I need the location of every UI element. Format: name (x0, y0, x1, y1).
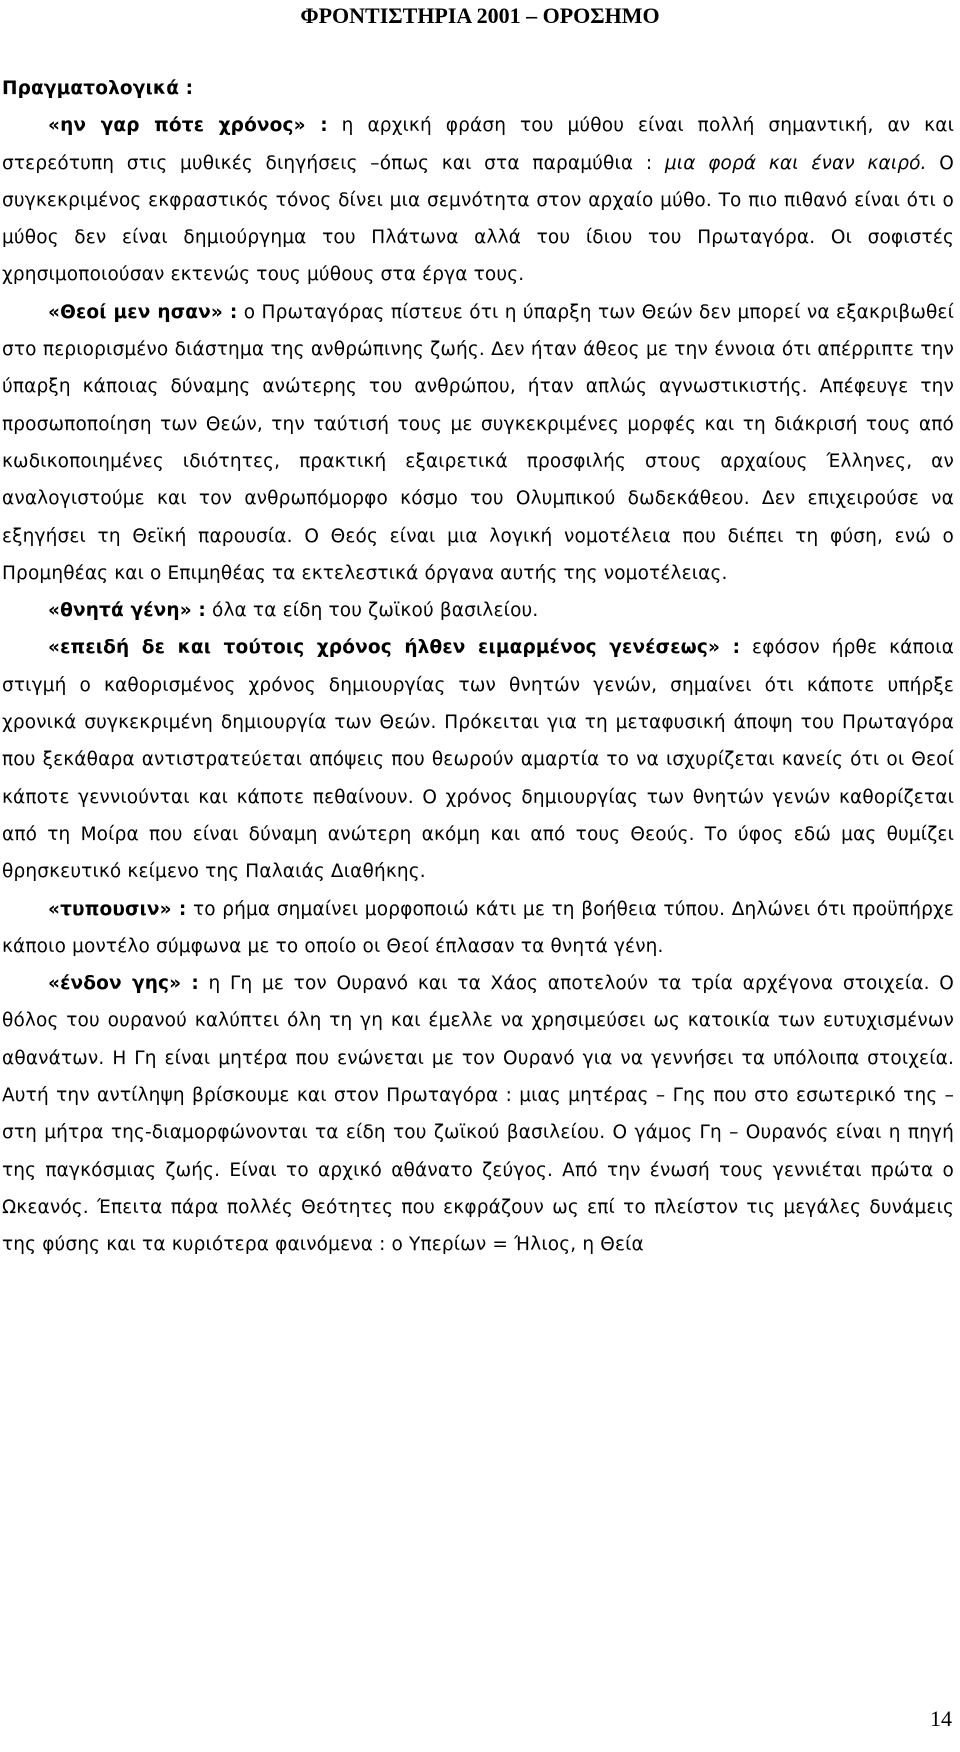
term-6: «ένδον γης» : (48, 973, 199, 995)
paragraph-2-text: ο Πρωταγόρας πίστευε ότι η ύπαρξη των Θεών δεν μπορεί να εξακριβωθεί στο περιορισμένο διάστημα της ανθρώπινης ζωής. Δεν ήταν άθεος με την έννοια ότι απέρριπτε την ύπαρξη κάποιας δύναμης ανώτερης του ανθρώπου, ήταν απλώς αγνωστικιστής. Απέφευγε την προσωποποίηση των Θεών, την ταύτισή τους με συγκεκριμένες μορφές και τη διάκρισή τους από κωδικοποιημένες ιδιότητες, πρακτική εξαιρετικά προσφιλής στους αρχαίους Έλληνες, αν αναλογιστούμε και τον ανθρωπόμορφο κόσμο του Ολυμπικού δωδεκάθεου. Δεν επιχειρούσε να εξηγήσει τη Θεϊκή παρουσία. Ο Θεός είναι μια λογική νομοτέλεια που διέπει τη φύση, ενώ ο Προμηθέας και ο Επιμηθέας τα εκτελεστικά όργανα αυτής της νομοτέλειας. (2, 301, 954, 584)
paragraph-3 (2, 592, 954, 629)
paragraph-1-emphasis: μια φορά και έναν καιρό. (664, 152, 927, 174)
paragraph-4 (2, 629, 954, 890)
paragraph-3-text: όλα τα είδη του ζωϊκού βασιλείου. (205, 600, 539, 622)
paragraph-1-text-b: Ο συγκεκριμένος εκφραστικός τόνος δίνει μια σεμνότητα στον αρχαίο μύθο. Το πιο πιθανό είναι ότι ο μύθος δεν είναι δημιούργημα του Πλάτωνα αλλά του ίδιου του Πρωταγόρα. Οι σοφιστές χρησιμοποιούσαν εκτενώς τους μύθους στα έργα τους. (2, 152, 954, 286)
term-5: «τυπουσιν» : (48, 898, 187, 920)
term-1: «ην γαρ πότε χρόνος» : (48, 115, 328, 137)
term-4: «επειδή δε και τούτοις χρόνος ήλθεν ειμαρμένος γενέσεως» : (48, 637, 741, 659)
page-number: 14 (930, 1706, 952, 1731)
paragraph-1 (2, 107, 954, 293)
paragraph-2 (2, 294, 954, 592)
term-3: «θνητά γένη» : (48, 600, 206, 622)
section-heading: Πραγματολογικά : (2, 78, 194, 99)
page-header: ΦΡΟΝΤΙΣΤΗΡΙΑ 2001 – ΟΡΟΣΗΜΟ (300, 3, 660, 28)
document-body (2, 70, 954, 1264)
paragraph-6 (2, 965, 954, 1263)
term-2: «Θεοί μεν ησαν» : (48, 301, 238, 323)
paragraph-6-text: η Γη με τον Ουρανό και τα Χάος αποτελούν τα τρία αρχέγονα στοιχεία. Ο θόλος του ουρανού καλύπτει όλη τη γη και έμελλε να χρησιμεύσει ως κατοικία των ευτυχισμένων αθανάτων. Η Γη είναι μητέρα που ενώνεται με τον Ουρανό για να γεννήσει τα υπόλοιπα στοιχεία. Αυτή την αντίληψη βρίσκουμε και στον Πρωταγόρα : μιας μητέρας – Γης που στο εσωτερικό της –στη μήτρα της-διαμορφώνονται τα είδη του ζωϊκού βασιλείου. Ο γάμος Γη – Ουρανός είναι η πηγή της παγκόσμιας ζωής. Είναι το αρχικό αθάνατο ζεύγος. Από την ένωσή τους γεννιέται πρώτα ο Ωκεανός. Έπειτα πάρα πολλές Θεότητες που εκφράζουν ως επί το πλείστον τις μεγάλες δυνάμεις της φύσης και τα κυριότερα φαινόμενα : ο Υπερίων = Ήλιος, η Θεία (2, 973, 954, 1256)
paragraph-5 (2, 891, 954, 966)
paragraph-4-text: εφόσον ήρθε κάποια στιγμή ο καθορισμένος χρόνος δημιουργίας των θνητών γενών, σημαίνει ότι κάποτε υπήρξε χρονικά συγκεκριμένη δημιουργία των Θεών. Πρόκειται για τη μεταφυσική άποψη του Πρωταγόρα που ξεκάθαρα αντιστρατεύεται απόψεις που θεωρούν αμαρτία το να ισχυρίζεται κανείς ότι οι Θεοί κάποτε γεννιούνται και κάποτε πεθαίνουν. Ο χρόνος δημιουργίας των θνητών γενών καθορίζεται από τη Μοίρα που είναι δύναμη ανώτερη ακόμη και από τους Θεούς. Το ύφος εδώ μας θυμίζει θρησκευτικό κείμενο της Παλαιάς Διαθήκης. (2, 637, 954, 883)
paragraph-5-text: το ρήμα σημαίνει μορφοποιώ κάτι με τη βοήθεια τύπου. Δηλώνει ότι προϋπήρχε κάποιο μοντέλο σύμφωνα με το οποίο οι Θεοί έπλασαν τα θνητά γένη. (2, 898, 954, 957)
paragraph-1-text-a: η αρχική φράση του μύθου είναι πολλή σημαντική, αν και στερεότυπη στις μυθικές διηγήσεις –όπως και στα παραμύθια : (2, 115, 954, 174)
